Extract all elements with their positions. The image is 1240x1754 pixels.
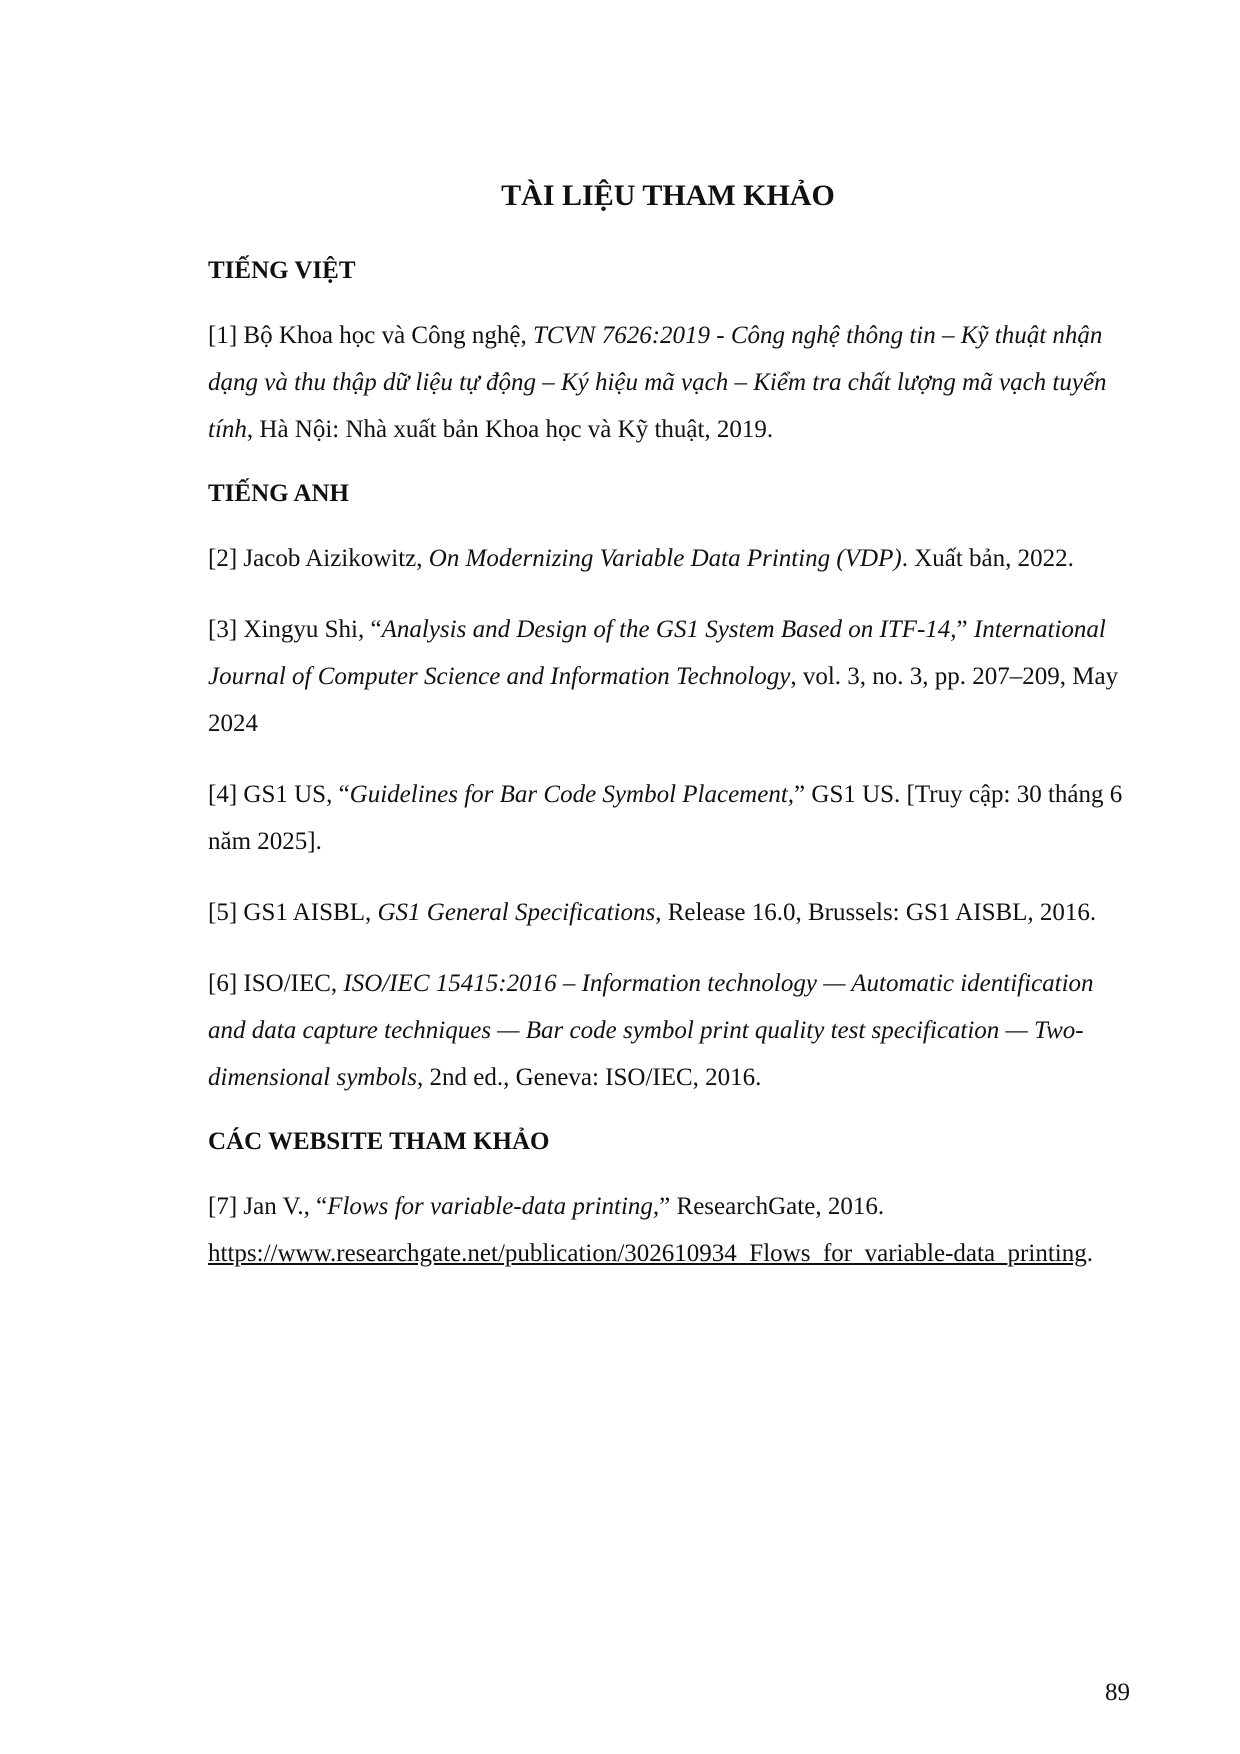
reference-title: ISO/IEC 15415:2016 – Information technology — Automatic identification and data capture techniques — Bar code symbol print quality test specification — Two-dimensional symbols — [208, 970, 1094, 1091]
reference-title: On Modernizing Variable Data Printing (VDP) — [428, 545, 902, 572]
reference-link-suffix: . — [1086, 1240, 1093, 1267]
reference-number: [3] — [208, 616, 238, 643]
reference-details: ” ResearchGate, 2016. — [659, 1193, 885, 1220]
reference-number: [7] — [208, 1193, 238, 1220]
reference-title: TCVN 7626:2019 - Công nghệ thông tin – Kỹ thuật nhận dạng và thu thập dữ liệu tự động – Ký hiệu mã vạch – Kiểm tra chất lượng mã vạch tuyến tính — [208, 322, 1107, 443]
reference-number: [4] — [208, 781, 238, 808]
reference-1 — [208, 312, 1128, 453]
reference-title: Analysis and Design of the GS1 System Based on ITF-14, — [381, 616, 957, 643]
reference-separator: ” — [956, 616, 974, 643]
reference-details: , Release 16.0, Brussels: GS1 AISBL, 2016. — [655, 899, 1097, 926]
reference-title: Flows for variable-data printing, — [327, 1193, 660, 1220]
page-number: 89 — [1105, 1679, 1130, 1706]
reference-number: [1] — [208, 322, 238, 349]
reference-title: GS1 General Specifications — [377, 899, 656, 926]
reference-details: ” GS1 US. [Truy cập: 30 tháng 6 năm 2025]. — [208, 781, 1123, 855]
reference-2 — [208, 535, 1128, 582]
reference-number: [6] — [208, 970, 238, 997]
reference-details: , vol. 3, no. 3, pp. 207–209, May 2024 — [208, 663, 1119, 737]
section-heading-english: TIẾNG ANH — [208, 480, 350, 507]
reference-7 — [208, 1183, 1128, 1277]
reference-3 — [208, 606, 1128, 747]
reference-link[interactable]: https://www.researchgate.net/publication/302610934_Flows_for_variable-data_printing — [208, 1240, 1087, 1267]
reference-authors: Jacob Aizikowitz, — [243, 545, 423, 572]
reference-authors: Xingyu Shi, “ — [243, 616, 382, 643]
reference-authors: Bộ Khoa học và Công nghệ, — [243, 322, 527, 349]
section-heading-websites: CÁC WEBSITE THAM KHẢO — [208, 1128, 550, 1155]
section-heading-vietnamese: TIẾNG VIỆT — [208, 257, 356, 284]
reference-number: [2] — [208, 545, 238, 572]
reference-authors: GS1 US, “ — [243, 781, 350, 808]
reference-authors: Jan V., “ — [243, 1193, 328, 1220]
reference-journal: International Journal of Computer Science and Information Technology — [208, 616, 1106, 690]
references-content — [208, 176, 1128, 1301]
reference-details: . Xuất bản, 2022. — [901, 545, 1074, 572]
reference-authors: GS1 AISBL, — [243, 899, 372, 926]
reference-5 — [208, 889, 1128, 936]
reference-title: Guidelines for Bar Code Symbol Placement, — [349, 781, 795, 808]
reference-authors: ISO/IEC, — [243, 970, 338, 997]
page-title: TÀI LIỆU THAM KHẢO — [501, 179, 835, 212]
reference-4 — [208, 771, 1128, 865]
reference-6 — [208, 960, 1128, 1101]
reference-details: , 2nd ed., Geneva: ISO/IEC, 2016. — [417, 1064, 762, 1091]
reference-details: , Hà Nội: Nhà xuất bản Khoa học và Kỹ thuật, 2019. — [246, 416, 774, 443]
reference-number: [5] — [208, 899, 238, 926]
